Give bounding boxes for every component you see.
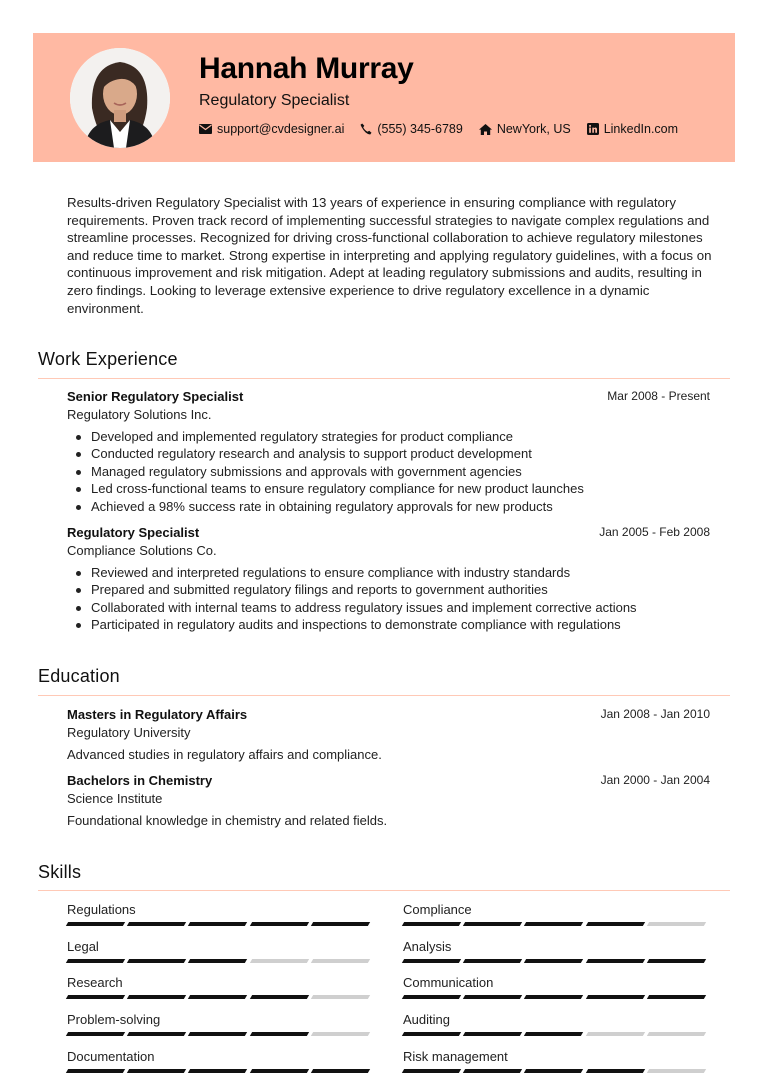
envelope-icon bbox=[199, 124, 212, 134]
skill-level-segment-filled bbox=[585, 995, 645, 999]
skills-heading: Skills bbox=[38, 862, 82, 882]
contact-linkedin[interactable] bbox=[587, 122, 678, 136]
skill-level-bar bbox=[403, 995, 709, 999]
skill-level-segment-empty bbox=[311, 959, 371, 963]
skill-level-segment-filled bbox=[188, 1069, 248, 1073]
skill-level-segment-filled bbox=[524, 995, 584, 999]
candidate-title: Regulatory Specialist bbox=[199, 92, 350, 109]
skill-level-segment-empty bbox=[647, 1032, 707, 1036]
professional-summary: Results-driven Regulatory Specialist with 13 years of experience in ensuring compliance with regulatory requirements. Proven track record of implementing successful strategies to navigate complex regulations and streamline processes. Recognized for driving cross-functional collaboration to achieve regulatory milestones and reduce time to market. Strong expertise in interpreting and applying regulatory guidelines, with a focus on continuous improvement and risk mitigation. Adept at leading regulatory submissions and audits, resulting in zero findings. Looking to leverage extensive experience to drive regulatory excellence in a dynamic environment. bbox=[67, 195, 712, 316]
job-bullets bbox=[67, 564, 710, 634]
skill-level-segment-filled bbox=[463, 1069, 523, 1073]
skill-level-segment-filled bbox=[647, 995, 707, 999]
skill-level-segment-filled bbox=[127, 1069, 187, 1073]
job-bullets bbox=[67, 428, 710, 515]
skill-level-segment-filled bbox=[647, 959, 707, 963]
job-entry bbox=[67, 525, 710, 634]
email-text: support@cvdesigner.ai bbox=[217, 122, 345, 136]
skill-level-segment-filled bbox=[249, 1032, 309, 1036]
job-title: Senior Regulatory Specialist bbox=[67, 389, 244, 404]
skill-level-segment-filled bbox=[249, 995, 309, 999]
skill-level-segment-empty bbox=[311, 1032, 371, 1036]
skill-level-segment-filled bbox=[66, 1032, 126, 1036]
skill-level-segment-filled bbox=[66, 922, 126, 926]
job-bullet: Achieved a 98% success rate in obtaining regulatory approvals for new products bbox=[67, 498, 710, 515]
job-bullet: Developed and implemented regulatory strategies for product compliance bbox=[67, 428, 710, 445]
skill-level-segment-filled bbox=[311, 1069, 371, 1073]
profile-photo bbox=[70, 48, 170, 148]
degree-title: Bachelors in Chemistry bbox=[67, 773, 213, 788]
skill-level-segment-filled bbox=[402, 1069, 462, 1073]
skill-name: Documentation bbox=[67, 1048, 155, 1064]
skill-level-segment-filled bbox=[66, 959, 126, 963]
skill-level-segment-filled bbox=[311, 922, 371, 926]
contact-phone[interactable] bbox=[360, 122, 462, 136]
skill-item bbox=[403, 1049, 709, 1073]
skill-level-bar bbox=[67, 922, 373, 926]
skill-item bbox=[67, 1049, 373, 1073]
job-bullet: Led cross-functional teams to ensure regulatory compliance for new product launches bbox=[67, 480, 710, 497]
skill-item bbox=[403, 1012, 709, 1036]
contact-bar bbox=[199, 122, 694, 136]
job-bullet: Managed regulatory submissions and approvals with government agencies bbox=[67, 463, 710, 480]
skill-level-segment-filled bbox=[524, 1069, 584, 1073]
skill-level-segment-filled bbox=[585, 959, 645, 963]
skill-name: Legal bbox=[67, 938, 99, 954]
skill-name: Auditing bbox=[403, 1012, 450, 1028]
skill-level-bar bbox=[67, 959, 373, 963]
skill-level-segment-filled bbox=[188, 995, 248, 999]
skill-name: Analysis bbox=[403, 938, 452, 954]
skill-level-segment-empty bbox=[311, 995, 371, 999]
education-description: Advanced studies in regulatory affairs and compliance. bbox=[67, 747, 382, 762]
linkedin-text: LinkedIn.com bbox=[603, 122, 679, 136]
work-experience-heading: Work Experience bbox=[38, 349, 178, 369]
contact-location bbox=[479, 122, 571, 136]
skill-level-segment-empty bbox=[647, 922, 707, 926]
skill-level-segment-filled bbox=[66, 995, 126, 999]
skill-level-bar bbox=[403, 1069, 709, 1073]
skill-level-segment-filled bbox=[188, 922, 248, 926]
school-name: Regulatory University bbox=[67, 725, 191, 740]
skill-level-segment-filled bbox=[524, 1032, 584, 1036]
skill-level-segment-empty bbox=[249, 959, 309, 963]
education-entry bbox=[67, 773, 710, 828]
skill-level-bar bbox=[67, 1069, 373, 1073]
job-bullet: Prepared and submitted regulatory filings and reports to government authorities bbox=[67, 581, 710, 598]
skill-name: Risk management bbox=[403, 1048, 508, 1064]
education-entry bbox=[67, 707, 710, 762]
school-name: Science Institute bbox=[67, 791, 163, 806]
degree-title: Masters in Regulatory Affairs bbox=[67, 707, 248, 722]
linkedin-icon bbox=[587, 123, 599, 135]
skill-level-segment-filled bbox=[463, 1032, 523, 1036]
skill-name: Research bbox=[67, 975, 123, 991]
job-dates: Jan 2005 - Feb 2008 bbox=[599, 525, 710, 539]
candidate-name: Hannah Murray bbox=[199, 52, 414, 85]
education-dates: Jan 2008 - Jan 2010 bbox=[600, 707, 710, 721]
skill-level-bar bbox=[403, 922, 709, 926]
skill-item bbox=[67, 975, 373, 999]
skill-level-segment-filled bbox=[524, 922, 584, 926]
skill-level-segment-filled bbox=[585, 922, 645, 926]
skill-level-bar bbox=[403, 1032, 709, 1036]
skill-name: Compliance bbox=[403, 902, 472, 917]
skill-item bbox=[67, 902, 373, 926]
skill-level-segment-filled bbox=[188, 959, 248, 963]
skill-level-segment-filled bbox=[249, 1069, 309, 1073]
location-text: NewYork, US bbox=[496, 122, 571, 136]
skill-level-segment-filled bbox=[463, 995, 523, 999]
skill-item bbox=[403, 939, 709, 963]
skill-level-segment-empty bbox=[585, 1032, 645, 1036]
skill-level-segment-filled bbox=[127, 959, 187, 963]
job-dates: Mar 2008 - Present bbox=[607, 389, 710, 403]
skills-divider bbox=[38, 890, 730, 891]
work-experience-divider bbox=[38, 378, 730, 379]
skill-level-segment-filled bbox=[249, 922, 309, 926]
skill-level-segment-filled bbox=[463, 959, 523, 963]
skill-name: Problem-solving bbox=[67, 1012, 161, 1028]
phone-icon bbox=[360, 123, 372, 135]
job-bullet: Reviewed and interpreted regulations to ensure compliance with industry standards bbox=[67, 564, 710, 581]
skill-level-segment-filled bbox=[402, 959, 462, 963]
job-bullet: Conducted regulatory research and analysis to support product development bbox=[67, 445, 710, 462]
skill-item bbox=[67, 939, 373, 963]
education-dates: Jan 2000 - Jan 2004 bbox=[600, 773, 710, 787]
job-bullet: Collaborated with internal teams to address regulatory issues and implement corrective actions bbox=[67, 599, 710, 616]
education-heading: Education bbox=[38, 666, 120, 686]
education-divider bbox=[38, 695, 730, 696]
skill-level-segment-filled bbox=[463, 922, 523, 926]
skill-level-bar bbox=[67, 995, 373, 999]
skill-name: Communication bbox=[403, 975, 494, 991]
skill-level-bar bbox=[67, 1032, 373, 1036]
skill-level-segment-filled bbox=[585, 1069, 645, 1073]
skill-level-segment-empty bbox=[647, 1069, 707, 1073]
skill-item bbox=[67, 1012, 373, 1036]
skill-level-segment-filled bbox=[402, 922, 462, 926]
skill-level-segment-filled bbox=[127, 1032, 187, 1036]
job-entry bbox=[67, 389, 710, 515]
education-description: Foundational knowledge in chemistry and related fields. bbox=[67, 813, 388, 828]
resume-header bbox=[33, 33, 735, 162]
skill-level-segment-filled bbox=[524, 959, 584, 963]
skill-level-segment-filled bbox=[127, 995, 187, 999]
skill-level-segment-filled bbox=[188, 1032, 248, 1036]
job-company: Compliance Solutions Co. bbox=[67, 543, 217, 558]
phone-text: (555) 345-6789 bbox=[377, 122, 463, 136]
skill-level-segment-filled bbox=[127, 922, 187, 926]
home-icon bbox=[479, 124, 492, 135]
job-title: Regulatory Specialist bbox=[67, 525, 200, 540]
job-bullet: Participated in regulatory audits and inspections to demonstrate compliance with regulations bbox=[67, 616, 710, 633]
skill-item bbox=[403, 902, 709, 926]
skill-level-segment-filled bbox=[66, 1069, 126, 1073]
skill-name: Regulations bbox=[67, 902, 136, 917]
contact-email[interactable] bbox=[199, 122, 344, 136]
job-company: Regulatory Solutions Inc. bbox=[67, 407, 212, 422]
skill-level-bar bbox=[403, 959, 709, 963]
skill-item bbox=[403, 975, 709, 999]
skill-level-segment-filled bbox=[402, 1032, 462, 1036]
skill-level-segment-filled bbox=[402, 995, 462, 999]
